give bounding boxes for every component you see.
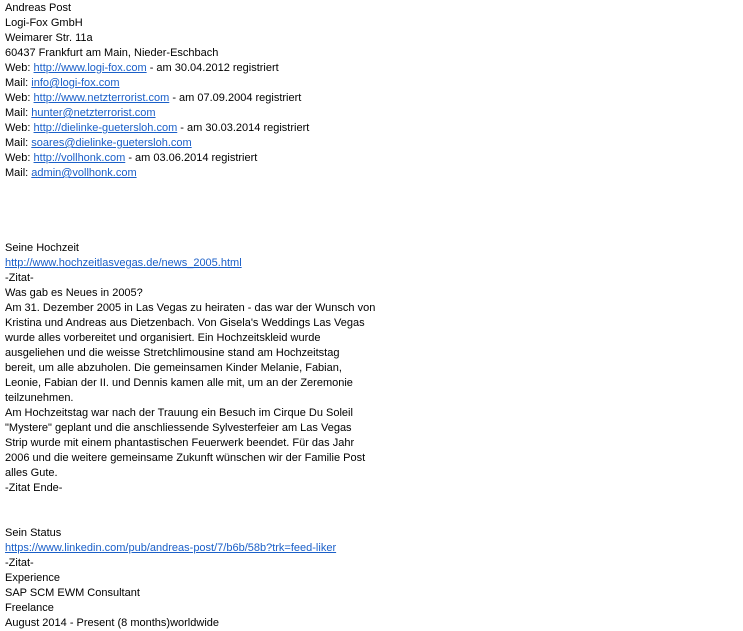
wedding-heading: Seine Hochzeit: [5, 242, 79, 254]
web-link[interactable]: http://www.netzterrorist.com: [33, 92, 170, 104]
spacer: [5, 226, 740, 241]
quote-end: -Zitat Ende-: [5, 482, 63, 494]
web-label: Web:: [5, 152, 31, 164]
contact-name: Andreas Post: [5, 2, 72, 14]
web-entry: [5, 91, 740, 106]
mail-link[interactable]: soares@dielinke-guetersloh.com: [31, 137, 192, 149]
text-line: SAP SCM EWM Consultant: [5, 587, 140, 599]
text-line: "Mystere" geplant und die anschliessende Sylvesterfeier am Las Vegas: [5, 422, 352, 434]
status-quote-text: [5, 571, 740, 631]
text-line: teilzunehmen.: [5, 392, 74, 404]
spacer: [5, 211, 740, 226]
quote-start: -Zitat-: [5, 272, 34, 284]
text-line: August 2014 - Present (8 months)worldwide: [5, 617, 219, 629]
web-label: Web:: [5, 92, 31, 104]
web-entry: [5, 61, 740, 76]
spacer: [5, 196, 740, 211]
quote-start: -Zitat-: [5, 557, 34, 569]
web-entry: [5, 121, 740, 136]
mail-label: Mail:: [5, 167, 29, 179]
status-heading: Sein Status: [5, 527, 62, 539]
mail-label: Mail:: [5, 107, 29, 119]
contact-company: Logi-Fox GmbH: [5, 17, 83, 29]
web-registration-text: - am 30.04.2012 registriert: [146, 62, 279, 74]
text-line: wurde alles vorbereitet und organisiert. Ein Hochzeitskleid wurde: [5, 332, 321, 344]
mail-link[interactable]: admin@vollhonk.com: [31, 167, 137, 179]
text-line: Am Hochzeitstag war nach der Trauung ein Besuch im Cirque Du Soleil: [5, 407, 353, 419]
web-registration-text: - am 03.06.2014 registriert: [125, 152, 258, 164]
text-line: Leonie, Fabian der II. und Dennis kamen alle mit, um an der Zeremonie: [5, 377, 353, 389]
text-line: Am 31. Dezember 2005 in Las Vegas zu heiraten - das war der Wunsch von: [5, 302, 376, 314]
mail-entry: [5, 136, 740, 151]
web-registration-text: - am 07.09.2004 registriert: [169, 92, 302, 104]
status-section: [5, 526, 740, 631]
wedding-link[interactable]: http://www.hochzeitlasvegas.de/news_2005.html: [5, 257, 242, 269]
document-body: [5, 1, 740, 631]
text-line: Was gab es Neues in 2005?: [5, 287, 143, 299]
mail-link[interactable]: info@logi-fox.com: [31, 77, 120, 89]
text-line: alles Gute.: [5, 467, 58, 479]
mail-label: Mail:: [5, 77, 29, 89]
web-label: Web:: [5, 62, 31, 74]
text-line: Freelance: [5, 602, 54, 614]
mail-label: Mail:: [5, 137, 29, 149]
status-link-line: [5, 541, 740, 556]
wedding-section: [5, 241, 740, 496]
mail-link[interactable]: hunter@netzterrorist.com: [31, 107, 156, 119]
wedding-link-line: [5, 256, 740, 271]
text-line: Experience: [5, 572, 61, 584]
text-line: Kristina und Andreas aus Dietzenbach. Von Gisela's Weddings Las Vegas: [5, 317, 365, 329]
spacer: [5, 496, 740, 511]
web-link[interactable]: http://www.logi-fox.com: [33, 62, 147, 74]
text-line: ausgeliehen und die weisse Stretchlimousine stand am Hochzeitstag: [5, 347, 340, 359]
spacer: [5, 181, 740, 196]
contact-street: Weimarer Str. 11a: [5, 32, 93, 44]
spacer: [5, 511, 740, 526]
web-link[interactable]: http://dielinke-guetersloh.com: [33, 122, 178, 134]
text-line: bereit, um alle abzuholen. Die gemeinsamen Kinder Melanie, Fabian,: [5, 362, 342, 374]
text-line: Strip wurde mit einem phantastischen Feuerwerk beendet. Für das Jahr: [5, 437, 355, 449]
web-entry: [5, 151, 740, 166]
web-link[interactable]: http://vollhonk.com: [33, 152, 126, 164]
web-registration-text: - am 30.03.2014 registriert: [177, 122, 310, 134]
web-label: Web:: [5, 122, 31, 134]
contact-block: [5, 1, 740, 181]
text-line: 2006 und die weitere gemeinsame Zukunft wünschen wir der Familie Post: [5, 452, 366, 464]
mail-entry: [5, 106, 740, 121]
wedding-quote-text: [5, 286, 740, 481]
contact-city: 60437 Frankfurt am Main, Nieder-Eschbach: [5, 47, 219, 59]
mail-entry: [5, 166, 740, 181]
status-link[interactable]: https://www.linkedin.com/pub/andreas-post/7/b6b/58b?trk=feed-liker: [5, 542, 337, 554]
mail-entry: [5, 76, 740, 91]
